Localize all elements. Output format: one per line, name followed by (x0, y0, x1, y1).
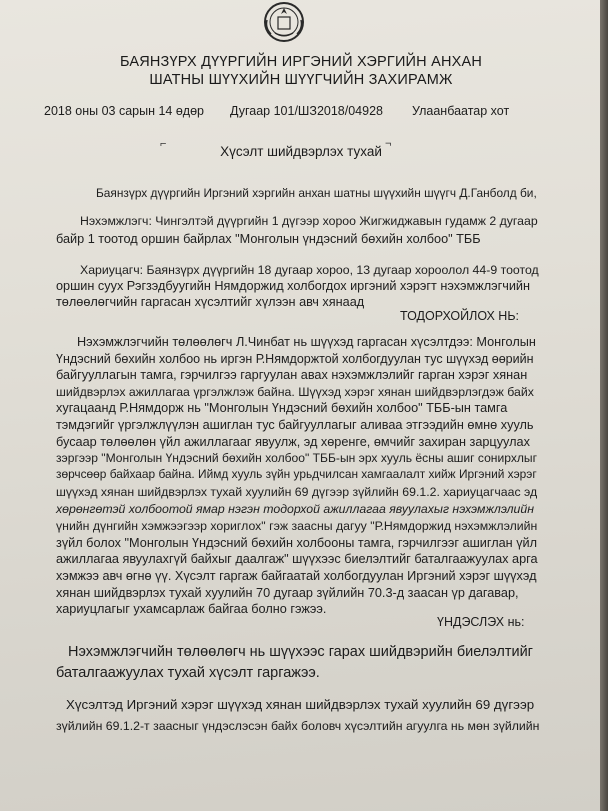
section-heading-tod: ТОДОРХОЙЛОХ НЬ: (400, 309, 519, 323)
bracket-right-mark: ¬ (385, 138, 392, 150)
state-emblem-icon (261, 0, 307, 44)
document-title: Хүсэлт шийдвэрлэх тухай (220, 144, 382, 159)
tod-line: шийдвэрлэх ажиллагаа үргэлжлэж байна. Шүүхэд хэрэг хянан шийдвэрлэгдэж байх (56, 385, 534, 399)
und-line: баталгаажуулах тухай хүсэлт гаргажээ. (56, 665, 320, 681)
bracket-left-mark: ⌐ (160, 138, 167, 150)
tod-line: зүйл болох "Монголын Үндэсний бөхийн холбооны тамга, гэрчилгээг ашиглан үйл (56, 536, 538, 550)
defendant-line-3: төлөөлөгчийн гаргасан хүсэлтийг хүлээн авч хянаад (56, 295, 365, 309)
tod-line: хариуцлагыг ухамсарлаж байгаа болно гэжээ. (56, 602, 327, 616)
tod-line: зөрчсөөр байхаар байна. Иймд хууль зүйн урьдчилсан хамгаалалт хийж Иргэний хэрэг (56, 467, 537, 481)
tod-line: үнийн дүнгийн хэмжээгээр хориглох" гэж заасны дагуу "Р.Нямдоржид нэхэмжлэлийн (56, 519, 538, 533)
final-line: Хүсэлтэд Иргэний хэрэг шүүхэд хянан шийдвэрлэх тухай хуулийн 69 дүгээр (66, 697, 535, 712)
tod-line: хэмжээ авч өгнө үү. Хүсэлт гаргаж байгаатай холбогдуулан Иргэний хэрэг шүүхэд (56, 569, 537, 583)
document-date: 2018 оны 03 сарын 14 өдөр (44, 104, 205, 118)
final-line: зүйлийн 69.1.2-т заасныг үндэслэсэн байх боловч хүсэлтийн агуулга нь мөн зүйлийн (56, 719, 540, 733)
tod-line: зэргээр "Монголын Үндэсний бөхийн холбоо" ТББ-ын эрх хууль ёсны ашиг сонирхлыг (56, 451, 538, 465)
document-number: Дугаар 101/ШЗ2018/04928 (230, 104, 383, 118)
tod-line: шүүхэд хянан шийдвэрлэх тухай хуулийн 69 дүгээр зүйлийн 69.1.2. хариуцагчаас эд (56, 485, 538, 499)
tod-line: хугацаанд Р.Нямдорж нь "Монголын Үндэсний бөхийн холбоо" ТББ-ын тамга (56, 401, 508, 415)
tod-line: хөрөнгөтэй холбоотой ямар нэгэн тодорхой ажиллагаа явуулахыг нэхэмжлэлийн (56, 502, 534, 516)
plaintiff-line-2: байр 1 тоотод оршин байрлах "Монголын үндэсний бөхийн холбоо" ТББ (56, 232, 481, 246)
defendant-line-2: оршин суух Рэгзэдбуугийн Нямдоржид холбогдох иргэний хэрэгт нэхэмжлэгчийн (56, 279, 531, 293)
defendant-line-1: Хариуцагч: Баянзүрх дүүргийн 18 дугаар хороо, 13 дугаар хороолол 44-9 тоотод (80, 263, 539, 277)
desk-edge (600, 0, 608, 811)
tod-line: ажиллагаа явуулахгүй байхыг даалгаж" шүүхээс биелэлтийг баталгаажуулах арга (56, 552, 538, 566)
plaintiff-line-1: Нэхэмжлэгч: Чингэлтэй дүүргийн 1 дүгээр хороо Жигжиджавын гудамж 2 дугаар (80, 214, 538, 228)
und-line: Нэхэмжлэгчийн төлөөлөгч нь шүүхээс гарах шийдвэрийн биелэлтийг (68, 644, 533, 660)
tod-line: хянан шийдвэрлэх тухай хуулийн 70 дугаар зүйлийн 70.3-д заасан үр дагавар, (56, 586, 519, 600)
header-line-2: ШАТНЫ ШҮҮХИЙН ШҮҮГЧИЙН ЗАХИРАМЖ (149, 72, 453, 88)
document-city: Улаанбаатар хот (412, 104, 510, 118)
tod-line: бусаар төлөөлөн үйл ажиллагааг явуулж, эд хөренге, өмчийг захиран зарцуулах (56, 435, 530, 449)
intro-line: Баянзүрх дүүргийн Иргэний хэргийн анхан шатны шүүхийн шүүгч Д.Ганболд би, (96, 186, 537, 200)
tod-line: байгууллагын тамга, гэрчилгээ гаргуулан авах нэхэмжлэлийг гарган хэрэг хянан (56, 368, 528, 382)
tod-line: тэмдэгийг үргэлжлүүлэн ашиглан тус байгууллагыг аливаа этгээдийн өмнө хууль (56, 418, 534, 432)
section-heading-und: ҮНДЭСЛЭХ нь: (437, 615, 525, 629)
tod-line: Үндэсний бөхийн холбоо нь иргэн Р.Нямдоржтой холбогдуулан тус шүүхэд өөрийн (56, 352, 534, 366)
header-line-1: БАЯНЗҮРХ ДҮҮРГИЙН ИРГЭНИЙ ХЭРГИЙН АНХАН (119, 54, 483, 70)
tod-line: Нэхэмжлэгчийн төлөөлөгч Л.Чинбат нь шүүхэд гаргасан хүсэлтдээ: Монголын (77, 335, 536, 349)
